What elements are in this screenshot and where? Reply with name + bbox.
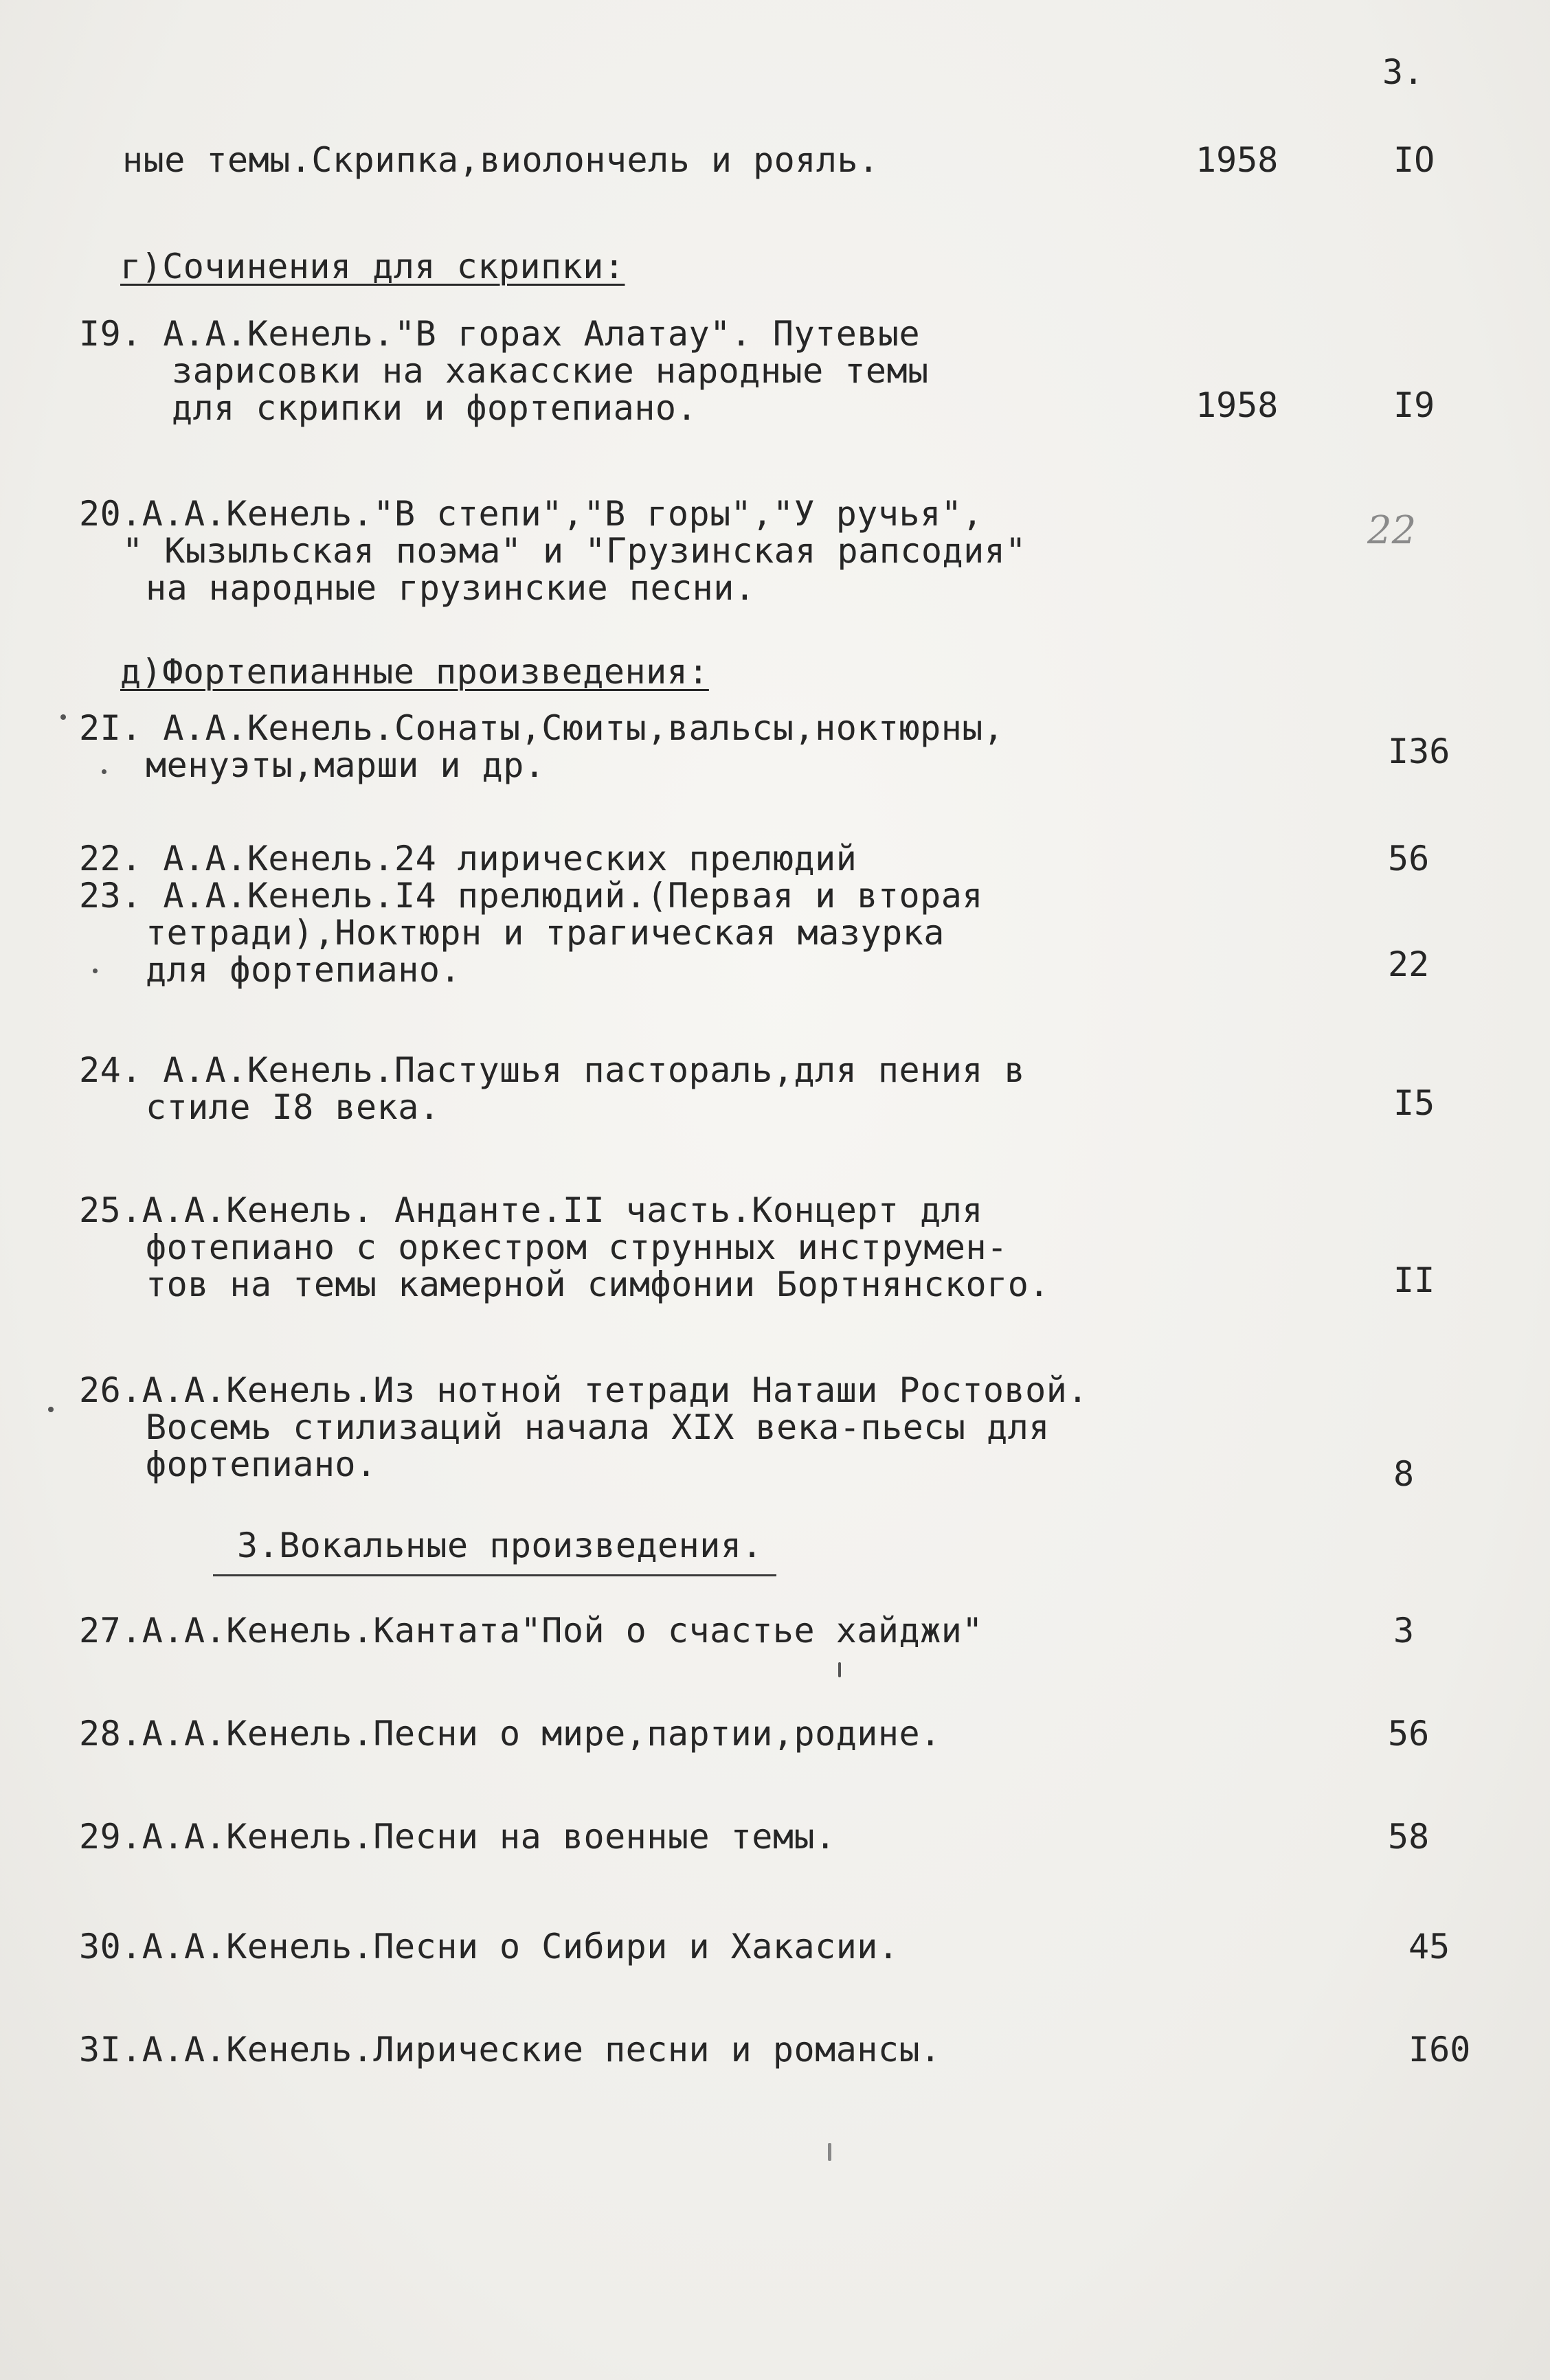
entry-21-line-1: 2I. А.А.Кенель.Сонаты,Сюиты,вальсы,ноктюрны, (79, 708, 1004, 748)
continuation-count: IO (1393, 140, 1435, 180)
entry-21-count: I36 (1388, 732, 1450, 771)
entry-24-count: I5 (1393, 1083, 1435, 1123)
entry-20-line-2: " Кызыльская поэма" и "Грузинская рапсодия" (122, 531, 1026, 571)
entry-19-count: I9 (1393, 385, 1435, 425)
entry-29-count: 58 (1388, 1817, 1430, 1857)
entry-30: 30.А.А.Кенель.Песни о Сибири и Хакасии. (79, 1927, 899, 1967)
entry-19-line-3: для скрипки и фортепиано. (172, 388, 698, 428)
section-vocal-rule (213, 1574, 776, 1576)
continuation-year: 1958 (1195, 140, 1279, 180)
continuation-line: ные темы.Скрипка,виолончель и рояль. (122, 140, 879, 180)
scan-speck (48, 1407, 54, 1412)
scan-speck (93, 968, 98, 973)
entry-27: 27.А.А.Кенель.Кантата"Пой о счастье хайджи" (79, 1611, 983, 1651)
entry-20-line-3: на народные грузинские песни. (146, 568, 756, 608)
entry-26-count: 8 (1393, 1454, 1415, 1494)
entry-29: 29.А.А.Кенель.Песни на военные темы. (79, 1817, 836, 1857)
entry-28-count: 56 (1388, 1714, 1430, 1754)
entry-20-line-1: 20.А.А.Кенель."В степи","В горы","У ручья", (79, 494, 983, 534)
entry-28: 28.А.А.Кенель.Песни о мире,партии,родине. (79, 1714, 941, 1754)
entry-30-count: 45 (1408, 1927, 1450, 1967)
entry-23-line-3: для фортепиано. (146, 950, 462, 990)
entry-20-handwritten-count: 22 (1367, 508, 1417, 553)
scan-speck (838, 1662, 841, 1677)
entry-22-count: 56 (1388, 839, 1430, 879)
entry-26-line-3: фортепиано. (146, 1444, 377, 1484)
entry-25-line-1: 25.А.А.Кенель. Анданте.II часть.Концерт для (79, 1190, 983, 1230)
entry-31-count: I60 (1408, 2030, 1471, 2070)
entry-19-line-1: I9. А.А.Кенель."В горах Алатау". Путевые (79, 314, 921, 354)
entry-19-year: 1958 (1195, 385, 1279, 425)
entry-25-line-2: фотепиано с оркестром струнных инструмен- (146, 1227, 1008, 1267)
scan-speck (60, 714, 66, 720)
page-number: 3. (1382, 52, 1424, 92)
entry-21-line-2: менуэты,марши и др. (146, 745, 546, 785)
entry-26-line-1: 26.А.А.Кенель.Из нотной тетради Наташи Ростовой. (79, 1370, 1088, 1410)
entry-24-line-1: 24. А.А.Кенель.Пастушья пастораль,для пения в (79, 1050, 1026, 1090)
entry-25-count: II (1393, 1260, 1435, 1300)
scan-speck (828, 2143, 831, 2161)
entry-23-count: 22 (1388, 944, 1430, 984)
section-piano-heading: д)Фортепианные произведения: (120, 652, 709, 692)
entry-23-line-1: 23. А.А.Кенель.I4 прелюдий.(Первая и вторая (79, 876, 983, 916)
entry-31: 3I.А.А.Кенель.Лирические песни и романсы. (79, 2030, 941, 2070)
entry-26-line-2: Восемь стилизаций начала XIX века-пьесы для (146, 1407, 1050, 1447)
entry-25-line-3: тов на темы камерной симфонии Бортнянского. (146, 1265, 1050, 1304)
section-violin-heading: г)Сочинения для скрипки: (120, 247, 625, 286)
entry-27-count: 3 (1393, 1611, 1415, 1651)
entry-19-line-2: зарисовки на хакасские народные темы (172, 351, 929, 391)
section-vocal-heading: 3.Вокальные произведения. (237, 1526, 763, 1565)
entry-23-line-2: тетради),Ноктюрн и трагическая мазурка (146, 913, 945, 953)
entry-24-line-2: стиле I8 века. (146, 1087, 440, 1127)
entry-22-line-1: 22. А.А.Кенель.24 лирических прелюдий (79, 839, 857, 879)
scan-speck (102, 769, 106, 774)
